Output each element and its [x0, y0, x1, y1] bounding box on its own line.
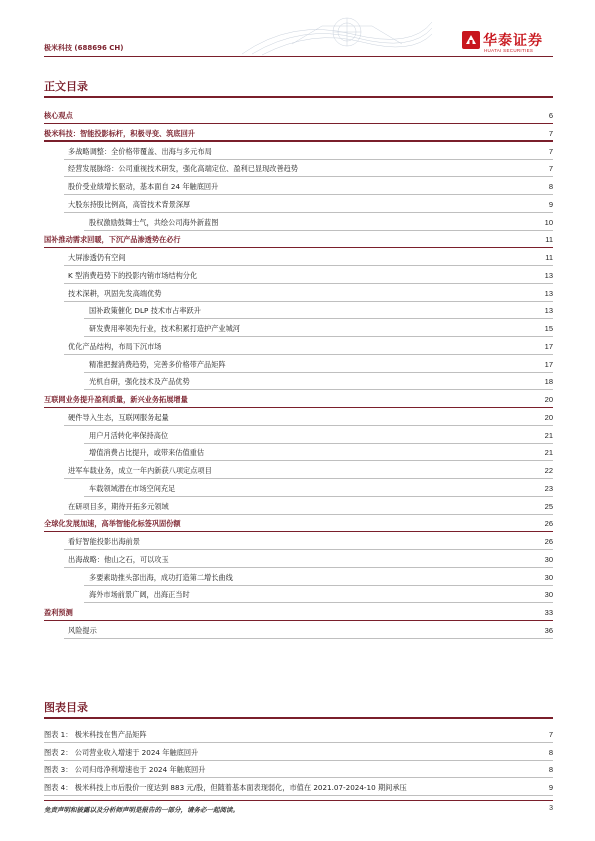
toc-entry-title: 看好智能投影出海前景: [68, 537, 140, 546]
toc-entry-page: 13: [544, 288, 553, 298]
toc-entry-rule: [84, 389, 553, 390]
toc-entry[interactable]: [44, 303, 553, 319]
toc-entry[interactable]: [44, 463, 553, 479]
toc-entry-title: 技术深耕，巩固先发高端优势: [68, 288, 162, 298]
toc-entry-rule: [64, 549, 553, 550]
toc-entry[interactable]: [44, 357, 553, 373]
toc-entry-title: 海外市场前景广阔，出海正当时: [89, 590, 190, 600]
toc-entry-page: 7: [548, 164, 553, 174]
toc-entry-title: 极米科技：智能投影标杆，积极寻变、筑底回升: [44, 128, 195, 138]
toc-entry[interactable]: [44, 197, 553, 213]
toc-entry-rule: [64, 514, 553, 515]
figure-entry-rule: [44, 742, 553, 743]
toc-entry[interactable]: [44, 605, 553, 621]
toc-entry-page: 17: [544, 359, 553, 369]
figure-entry-rule: [44, 777, 553, 778]
toc-entry-title: 全球化发展加速，高举智能化标签巩固份额: [44, 519, 181, 529]
toc-entry-rule: [84, 336, 553, 337]
header-decoration: [232, 14, 432, 56]
toc-entry-rule: [64, 638, 553, 639]
toc-entry-title: 优化产品结构，布局下沉市场: [68, 341, 162, 351]
toc-entry-page: 7: [548, 146, 553, 156]
toc-entry-title: 出海战略：他山之石，可以攻玉: [68, 554, 169, 564]
figure-entry-page: 8: [548, 765, 553, 774]
toc-entry-rule: [84, 230, 553, 231]
toc-entry-page: 13: [544, 270, 553, 280]
toc-entry-rule: [44, 123, 553, 125]
footer-disclaimer: 免责声明和披露以及分析师声明是报告的一部分，请务必一起阅读。: [44, 806, 239, 814]
toc-entry-rule: [64, 159, 553, 160]
figure-entry-page: 9: [548, 782, 553, 792]
toc-entry-rule: [64, 478, 553, 479]
toc-entry-rule: [84, 496, 553, 497]
toc-entry-page: 36: [544, 625, 553, 635]
toc-entry-rule: [64, 176, 553, 177]
toc-entry-page: 21: [544, 430, 553, 440]
huatai-logo-icon: [462, 31, 480, 49]
figure-entry[interactable]: [44, 780, 553, 796]
toc-entry-title: 大股东持股比例高，高管技术背景深厚: [68, 199, 191, 209]
logo-text-cn: 华泰证券: [483, 33, 543, 49]
toc-entry[interactable]: [44, 232, 553, 248]
huatai-logo: [462, 30, 558, 56]
toc-entry-page: 15: [544, 324, 553, 333]
toc-entry[interactable]: [44, 179, 553, 195]
toc-entry-page: 33: [544, 608, 553, 617]
toc-entry-title: 盈利预测: [44, 608, 73, 617]
toc-entry-title: 多战略调整：全价格带覆盖、出海与多元布局: [68, 146, 212, 156]
figure-list-title-rule: [44, 717, 553, 719]
toc-entry-page: 20: [544, 395, 553, 404]
logo-text-en: HUATAI SECURITIES: [484, 48, 534, 53]
toc-entry[interactable]: [44, 161, 553, 177]
toc-entry[interactable]: [44, 570, 553, 586]
toc-entry-title: 进军车载业务，成立一年内新获八项定点项目: [68, 466, 212, 475]
toc-entry[interactable]: [44, 410, 553, 426]
toc-title-rule: [44, 96, 553, 98]
toc-entry-page: 23: [544, 483, 553, 493]
figure-entry[interactable]: [44, 745, 553, 761]
toc-entry-rule: [44, 247, 553, 249]
toc-entry-page: 21: [544, 448, 553, 458]
toc-entry-page: 30: [544, 590, 553, 600]
toc-entry-page: 22: [544, 466, 553, 475]
toc-entry[interactable]: [44, 392, 553, 408]
figure-entry-page: 7: [548, 730, 553, 739]
figure-entry-title: 图表 2： 公司营业收入增速于 2024 年触底回升: [44, 747, 199, 757]
header-rule: [44, 56, 553, 57]
figure-entry-rule: [44, 795, 553, 796]
toc-entry-rule: [84, 460, 553, 461]
toc-entry-rule: [64, 212, 553, 213]
toc-entry-page: 25: [544, 501, 553, 511]
toc-entry-title: 在研项目多，期待开拓多元领域: [68, 501, 169, 511]
toc-entry[interactable]: [44, 623, 553, 639]
toc-entry-page: 17: [544, 341, 553, 351]
toc-entry-title: 风险提示: [68, 625, 97, 635]
toc-entry-rule: [64, 567, 553, 568]
figure-list-title: 图表目录: [44, 701, 88, 714]
toc-entry-rule: [84, 372, 553, 373]
toc-entry-page: 8: [548, 182, 553, 191]
toc-entry-page: 26: [544, 519, 553, 529]
figure-entry-title: 图表 1： 极米科技在售产品矩阵: [44, 730, 147, 739]
toc-entry[interactable]: [44, 144, 553, 160]
toc-entry-title: 核心观点: [44, 111, 73, 120]
toc-entry-title: 用户月活转化率保持高位: [89, 430, 169, 440]
toc-entry-page: 11: [545, 235, 553, 245]
toc-entry-title: 国补推动需求回暖，下沉产品渗透势在必行: [44, 235, 181, 245]
toc-entry[interactable]: [44, 587, 553, 603]
toc-entry-title: 互联网业务提升盈利质量，新兴业务拓展增量: [44, 395, 188, 404]
toc-entry-title: 国补政策催化 DLP 技术市占率跃升: [89, 306, 201, 316]
toc-entry-page: 30: [544, 554, 553, 564]
page-number: 3: [549, 805, 553, 812]
footer-rule: [44, 800, 553, 801]
toc-entry[interactable]: [44, 516, 553, 532]
toc-entry-rule: [64, 301, 553, 302]
toc-entry[interactable]: [44, 108, 553, 124]
toc-entry-title: 大屏渗透仍有空间: [68, 253, 126, 262]
toc-entry-title: 精准把握消费趋势，完善多价格带产品矩阵: [89, 359, 226, 369]
toc-entry[interactable]: [44, 286, 553, 302]
toc-entry-page: 30: [544, 572, 553, 582]
toc-entry-title: K 型消费趋势下的投影内销市场结构分化: [68, 270, 198, 280]
toc-entry-page: 7: [548, 128, 553, 138]
toc-entry[interactable]: [44, 339, 553, 355]
toc-entry[interactable]: [44, 250, 553, 266]
toc-entry-rule: [64, 194, 553, 195]
toc-entry-page: 10: [544, 217, 553, 227]
toc-entry[interactable]: [44, 481, 553, 497]
toc-title: 正文目录: [44, 80, 88, 93]
toc-entry-title: 车载领域潜在市场空间充足: [89, 483, 176, 493]
toc-entry-rule: [44, 140, 553, 142]
toc-entry[interactable]: [44, 552, 553, 568]
figure-entry-rule: [44, 760, 553, 761]
toc-entry-page: 20: [544, 412, 553, 422]
company-ticker: 极米科技 (688696 CH): [44, 44, 124, 52]
figure-entry[interactable]: [44, 762, 553, 778]
toc-entry-title: 光机自研，强化技术及产品优势: [89, 377, 190, 387]
toc-entry-page: 13: [544, 306, 553, 316]
figure-entry-title: 图表 3： 公司归母净利增速也于 2024 年触底回升: [44, 765, 206, 774]
toc-entry-page: 18: [544, 377, 553, 387]
toc-entry-rule: [44, 620, 553, 622]
toc-entry-title: 增值消费占比提升，或带来估值重估: [89, 448, 205, 458]
figure-entry[interactable]: [44, 727, 553, 743]
toc-entry[interactable]: [44, 534, 553, 550]
toc-entry[interactable]: [44, 321, 553, 337]
toc-entry[interactable]: [44, 126, 553, 142]
toc-entry-title: 股权激励鼓舞士气，共绘公司海外新蓝图: [89, 217, 219, 227]
toc-entry-rule: [64, 425, 553, 426]
toc-entry-page: 6: [548, 111, 553, 120]
toc-entry[interactable]: [44, 499, 553, 515]
toc-entry-title: 经营发展脉络：公司重视技术研发，强化高端定位、盈利已显现改善趋势: [68, 164, 299, 174]
toc-entry[interactable]: [44, 215, 553, 231]
toc-entry-rule: [64, 265, 553, 266]
figure-entry-title: 图表 4： 极米科技上市后股价一度达到 883 元/股，但随着基本面表现弱化，市值在 2021.07-2024-10 期间承压: [44, 782, 407, 792]
toc-entry-rule: [84, 318, 553, 319]
toc-entry-title: 硬件导入生态，互联网服务起量: [68, 412, 169, 422]
toc-entry[interactable]: [44, 445, 553, 461]
toc-entry-rule: [84, 585, 553, 586]
toc-entry-title: 多要素助推头部出海，成功打造第二增长曲线: [89, 572, 233, 582]
toc-entry-rule: [84, 443, 553, 444]
toc-entry[interactable]: [44, 374, 553, 390]
figure-entry-page: 8: [548, 747, 553, 757]
toc-entry-page: 11: [545, 253, 553, 262]
toc-entry-rule: [44, 531, 553, 533]
toc-entry-title: 股价受业绩增长驱动，基本面自 24 年触底回升: [68, 182, 219, 191]
toc-entry-page: 26: [544, 537, 553, 546]
toc-entry-rule: [44, 407, 553, 409]
toc-entry-title: 研发费用率领先行业，技术积累打造护产业城河: [89, 324, 240, 333]
toc-entry[interactable]: [44, 268, 553, 284]
toc-entry-rule: [84, 602, 553, 603]
toc-entry-rule: [64, 283, 553, 284]
toc-entry-rule: [64, 354, 553, 355]
toc-entry-page: 9: [548, 199, 553, 209]
toc-entry[interactable]: [44, 428, 553, 444]
